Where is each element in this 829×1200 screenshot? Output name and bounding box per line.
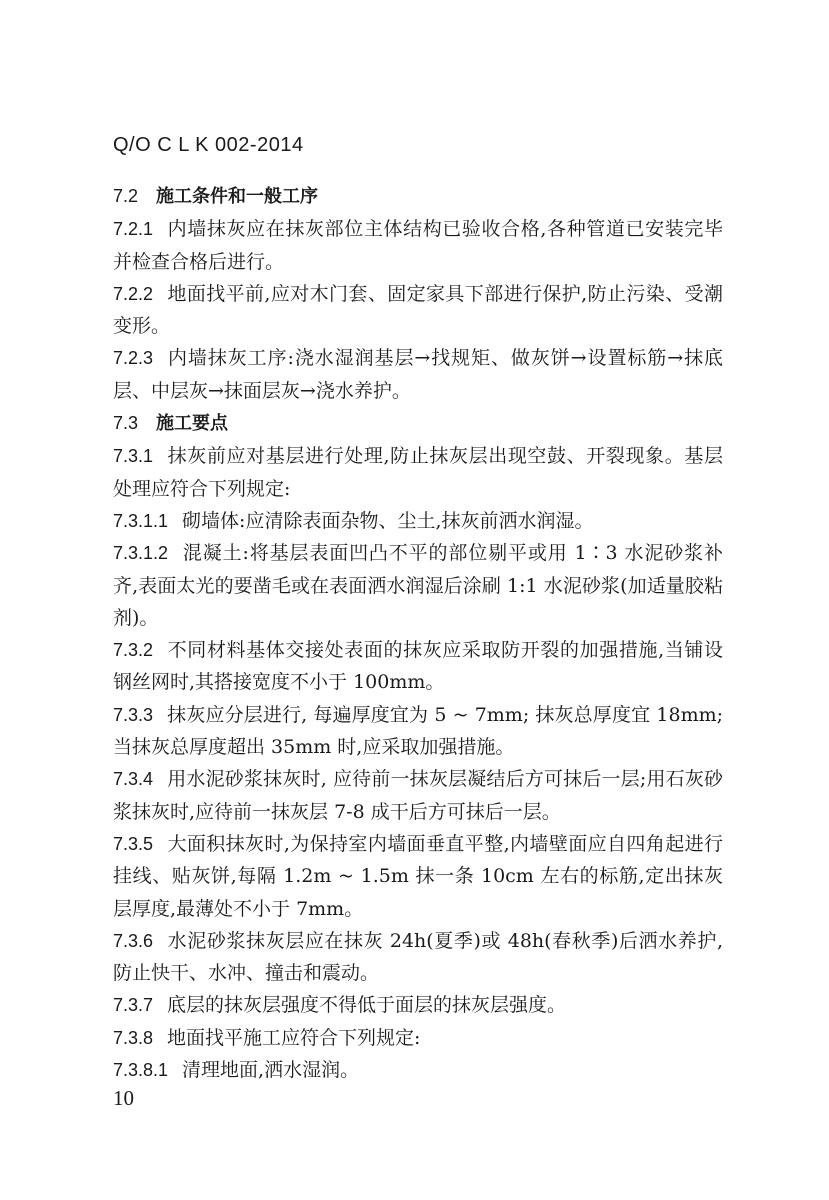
document-body bbox=[113, 180, 723, 1086]
clause-7-3-8-1 bbox=[113, 1054, 723, 1086]
clause-7-3-2 bbox=[113, 634, 723, 699]
clause-number: 7.3.1.1 bbox=[113, 510, 169, 531]
clause-text: 内墙抹灰应在抹灰部位主体结构已验收合格,各种管道已安装完毕并检查合格后进行。 bbox=[113, 218, 723, 273]
document-code: Q/O C L K 002-2014 bbox=[113, 134, 304, 156]
clause-7-3-3 bbox=[113, 699, 723, 764]
section-number: 7.3 bbox=[113, 413, 139, 434]
clause-number: 7.3.3 bbox=[113, 704, 154, 725]
page-number: 10 bbox=[113, 1086, 134, 1110]
clause-text: 地面找平施工应符合下列规定: bbox=[167, 1026, 421, 1049]
clause-number: 7.2.1 bbox=[113, 219, 154, 240]
clause-text: 底层的抹灰层强度不得低于面层的抹灰层强度。 bbox=[167, 994, 567, 1017]
clause-number: 7.3.1.2 bbox=[113, 543, 169, 564]
clause-text: 地面找平前,应对木门套、固定家具下部进行保护,防止污染、受潮变形。 bbox=[113, 282, 723, 338]
clause-text: 砌墙体:应清除表面杂物、尘土,抹灰前洒水润湿。 bbox=[182, 509, 594, 532]
clause-text: 大面积抹灰时,为保持室内墙面垂直平整,内墙壁面应自四角起进行挂线、贴灰饼,每隔 1.2m ~ 1.5m 抹一条 10cm 左右的标筋,定出抹灰层厚度,最薄处不小于 7mm。 bbox=[113, 832, 723, 920]
clause-7-3-5 bbox=[113, 828, 723, 925]
clause-number: 7.2.3 bbox=[113, 348, 154, 369]
section-title: 施工要点 bbox=[156, 413, 229, 435]
clause-text: 用水泥砂浆抹灰时, 应待前一抹灰层凝结后方可抹后一层;用石灰砂浆抹灰时,应待前一抹灰层 7-8 成干后方可抹后一层。 bbox=[113, 768, 723, 823]
clause-7-3-6 bbox=[113, 925, 723, 990]
clause-7-2-2 bbox=[113, 278, 723, 343]
section-heading-7-3 bbox=[113, 407, 723, 440]
clause-7-3-1 bbox=[113, 440, 723, 505]
clause-7-3-1-1 bbox=[113, 505, 723, 537]
clause-number: 7.2.2 bbox=[113, 283, 154, 304]
clause-number: 7.3.1 bbox=[113, 446, 154, 467]
clause-7-3-8 bbox=[113, 1022, 723, 1054]
clause-text: 内墙抹灰工序:浇水湿润基层→找规矩、做灰饼→设置标筋→抹底层、中层灰→抹面层灰→浇水养护。 bbox=[113, 347, 723, 402]
clause-text: 抹灰前应对基层进行处理,防止抹灰层出现空鼓、开裂现象。基层处理应符合下列规定: bbox=[113, 445, 723, 500]
clause-number: 7.3.6 bbox=[113, 930, 154, 951]
clause-number: 7.3.5 bbox=[113, 833, 154, 854]
clause-7-2-1 bbox=[113, 213, 723, 278]
clause-7-3-4 bbox=[113, 763, 723, 828]
clause-7-2-3 bbox=[113, 342, 723, 407]
clause-text: 清理地面,洒水湿润。 bbox=[182, 1059, 360, 1082]
clause-number: 7.3.8.1 bbox=[113, 1060, 169, 1081]
section-heading-7-2 bbox=[113, 180, 723, 213]
section-title: 施工条件和一般工序 bbox=[156, 186, 319, 207]
clause-7-3-7 bbox=[113, 989, 723, 1021]
clause-number: 7.3.7 bbox=[113, 995, 154, 1016]
clause-text: 混凝土:将基层表面凹凸不平的部位剔平或用 1∶3 水泥砂浆补齐,表面太光的要凿毛或在表面洒水润湿后涂刷 1:1 水泥砂浆(加适量胶粘剂)。 bbox=[113, 542, 723, 629]
clause-text: 水泥砂浆抹灰层应在抹灰 24h(夏季)或 48h(春秋季)后洒水养护,防止快干、水冲、撞击和震动。 bbox=[113, 929, 723, 985]
clause-text: 抹灰应分层进行, 每遍厚度宜为 5 ~ 7mm; 抹灰总厚度宜 18mm;当抹灰总厚度超出 35mm 时,应采取加强措施。 bbox=[113, 703, 723, 759]
clause-number: 7.3.4 bbox=[113, 769, 154, 790]
section-number: 7.2 bbox=[113, 186, 139, 206]
clause-7-3-1-2 bbox=[113, 537, 723, 634]
clause-number: 7.3.2 bbox=[113, 640, 154, 661]
clause-number: 7.3.8 bbox=[113, 1027, 154, 1048]
clause-text: 不同材料基体交接处表面的抹灰应采取防开裂的加强措施,当铺设钢丝网时,其搭接宽度不小于 100mm。 bbox=[113, 639, 723, 694]
